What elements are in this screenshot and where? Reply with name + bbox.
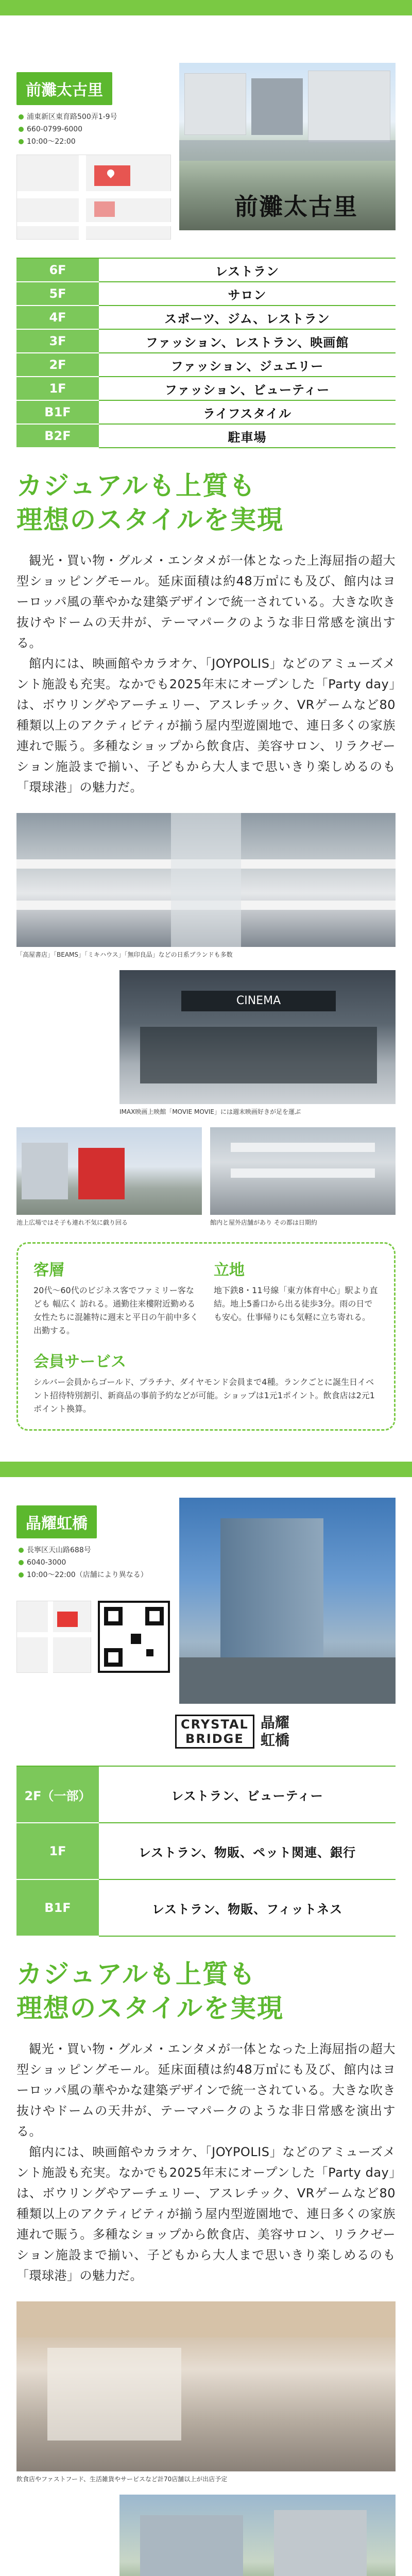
mall1-map[interactable] <box>16 155 171 240</box>
mall1-catchphrase: カジュアルも上質も 理想のスタイルを実現 <box>16 471 284 535</box>
mall2-caption-1: 飲食店やファストフード、生活雑貨やサービスなど計70店舗以上が出店予定 <box>16 2476 228 2483</box>
floor-row: B2F 駐車場 <box>16 424 396 448</box>
mall1-atrium-photo <box>16 813 396 947</box>
mall1-customers-text: 20代～60代のビジネス客でファミリー客なども 幅広く 訪れる。通勤往来樓附近勤める女性たちに混雑特に週末と平日の午前中多く出勤する。 <box>33 1285 199 1335</box>
mall2-paragraph-1: 観光・買い物・グルメ・エンタメが一体となった上海屈指の超大型ショッピングモール。延床面積は約48万㎡にも及び、館内はヨーロッパ風の華やかな建築デザインで統一されている。大きな吹き抜けやドームの天井が、テーマパークのような非日常感を演出する。 <box>16 2042 396 2139</box>
section-divider-bar <box>0 1462 412 1477</box>
mall2-photo-block-2 <box>119 2495 396 2576</box>
mall1-title: 前灘太古里 <box>234 193 358 221</box>
mall1-plaza-photo <box>16 1127 202 1215</box>
mall1-caption-4: 館内と屋外店舗があり その都は日期約 <box>210 1219 317 1226</box>
mall1-paragraph-1: 観光・買い物・グルメ・エンタメが一体となった上海屈指の超大型ショッピングモール。延床面積は約48万㎡にも及び、館内はヨーロッパ風の華やかな建築デザインで統一されている。大きな吹き抜けやドームの天井が、テーマパークのような非日常感を演出する。 <box>16 553 396 650</box>
mall1-hours: 10:00～22:00 <box>19 135 117 148</box>
phone-icon <box>19 127 24 132</box>
mall1-caption-1: 「高屋書店」「BEAMS」「ミキハウス」「無印良品」などの日系ブランドも多数 <box>16 951 233 958</box>
mall1-photo-block-3 <box>16 1127 202 1227</box>
mall2-photo-block-1 <box>16 2301 396 2483</box>
mall1-info-list <box>19 111 117 148</box>
mall1-location-text: 地下鉄8・11号線「東方体育中心」駅より直結。地上5番口から出る徒歩3分。雨の日でも安心。仕事帰りにも気軽に立ち寄れる。 <box>214 1285 378 1322</box>
mall2-section <box>0 1477 412 2576</box>
mall1-paragraph-2: 館内には、映画館やカラオケ、「JOYPOLIS」などのアミューズメント施設も充実。なかでも2025年末にオープンした「Party day」は、ボウリングやアーチェリー、アスレチック、VRゲームなど80種類以上のアクティビティが揃う屋内型遊園地で、連日多くの家族連れで賑う。多種なショップから飲食店、美容サロン、リラクゼーション施設まで揃い、子どもから大人まで思いきり楽しめるのも「環球港」の魅力だ。 <box>16 656 396 794</box>
mall1-info-box <box>16 1242 396 1431</box>
top-accent-bar <box>0 0 412 15</box>
mall1-floor-table <box>16 258 396 448</box>
mall2-qr-code[interactable] <box>98 1601 170 1673</box>
mall2-hero-photo <box>179 1498 396 1704</box>
mall1-photo-block-1 <box>16 813 396 959</box>
mall1-location-heading: 立地 <box>214 1261 245 1279</box>
location-icon <box>19 114 24 120</box>
mall1-terrace-photo <box>210 1127 396 1215</box>
location-icon <box>19 1548 24 1553</box>
mall1-caption-2: IMAX映画上映館「MOVIE MOVIE」には週末映画好きが足を運ぶ <box>119 1108 301 1115</box>
floor-row: 3F ファッション、レストラン、映画館 <box>16 329 396 353</box>
phone-icon <box>19 1560 24 1565</box>
mall1-membership-text: シルバー会員からゴールド、プラチナ、ダイヤモンド会員まで4種。ランクごとに誕生日イベント招待特別割引、新商品の事前予約などが可能。ショップは1元1ポイント。飲食店は2元1ポイント換算。 <box>33 1377 375 1414</box>
mall2-floor-table <box>16 1766 396 1937</box>
floor-row: 1F レストラン、物販、ペット関連、銀行 <box>16 1823 396 1879</box>
mall1-section <box>0 15 412 1431</box>
floor-row: 1F ファッション、ビューティー <box>16 377 396 400</box>
mall1-caption-3: 池上広場ではそ子も連れ不気に戯り回る <box>16 1219 128 1226</box>
mall2-paragraph-2: 館内には、映画館やカラオケ、「JOYPOLIS」などのアミューズメント施設も充実。なかでも2025年末にオープンした「Party day」は、ボウリングやアーチェリー、アスレチック、VRゲームなど80種類以上のアクティビティが揃う屋内型遊園地で、連日多くの家族連れで賑う。多種なショップから飲食店、美容サロン、リラクゼーション施設まで揃い、子どもから大人まで思いきり楽しめるのも「環球港」の魅力だ。 <box>16 2145 396 2283</box>
mall2-green-photo <box>119 2495 396 2576</box>
mall2-interior-photo <box>16 2301 396 2471</box>
floor-row: B1F ライフスタイル <box>16 400 396 424</box>
mall1-photo-row <box>16 1127 396 1227</box>
floor-row: 5F サロン <box>16 282 396 306</box>
mall2-header <box>0 1477 412 1766</box>
mall2-logo: CRYSTAL BRIDGE 晶耀 虹橋 <box>175 1714 289 1749</box>
mall1-name-badge: 前灘太古里 <box>16 72 112 105</box>
mall2-name-badge: 晶耀虹橋 <box>16 1505 97 1538</box>
mall2-map[interactable] <box>16 1601 91 1673</box>
mall1-address: 浦東新区東育路500弄1-9号 <box>19 111 117 123</box>
mall1-photo-block-2 <box>119 970 396 1116</box>
floor-row: 2F（一部） レストラン、ビューティー <box>16 1766 396 1823</box>
mall2-body <box>16 2039 396 2286</box>
floor-row: 4F スポーツ、ジム、レストラン <box>16 306 396 329</box>
mall2-hours: 10:00～22:00（店舗により異なる） <box>19 1569 148 1581</box>
mall1-membership-heading: 会員サービス <box>33 1353 126 1371</box>
mall2-address: 長寧区天山路688号 <box>19 1544 148 1556</box>
mall1-header <box>0 15 412 258</box>
mall2-catchphrase: カジュアルも上質も 理想のスタイルを実現 <box>16 1959 284 2023</box>
floor-row: 2F ファッション、ジュエリー <box>16 353 396 377</box>
mall2-phone[interactable]: 6040-3000 <box>19 1556 148 1569</box>
mall1-body <box>16 550 396 798</box>
mall2-info-list <box>19 1544 148 1581</box>
floor-row: 6F レストラン <box>16 258 396 282</box>
mall1-photo-block-4 <box>210 1127 396 1227</box>
floor-row: B1F レストラン、物販、フィットネス <box>16 1879 396 1936</box>
mall1-cinema-photo: CINEMA <box>119 970 396 1104</box>
mall1-customers-heading: 客層 <box>33 1261 64 1279</box>
clock-icon <box>19 139 24 144</box>
clock-icon <box>19 1572 24 1578</box>
mall1-phone[interactable]: 660-0799-6000 <box>19 123 117 135</box>
